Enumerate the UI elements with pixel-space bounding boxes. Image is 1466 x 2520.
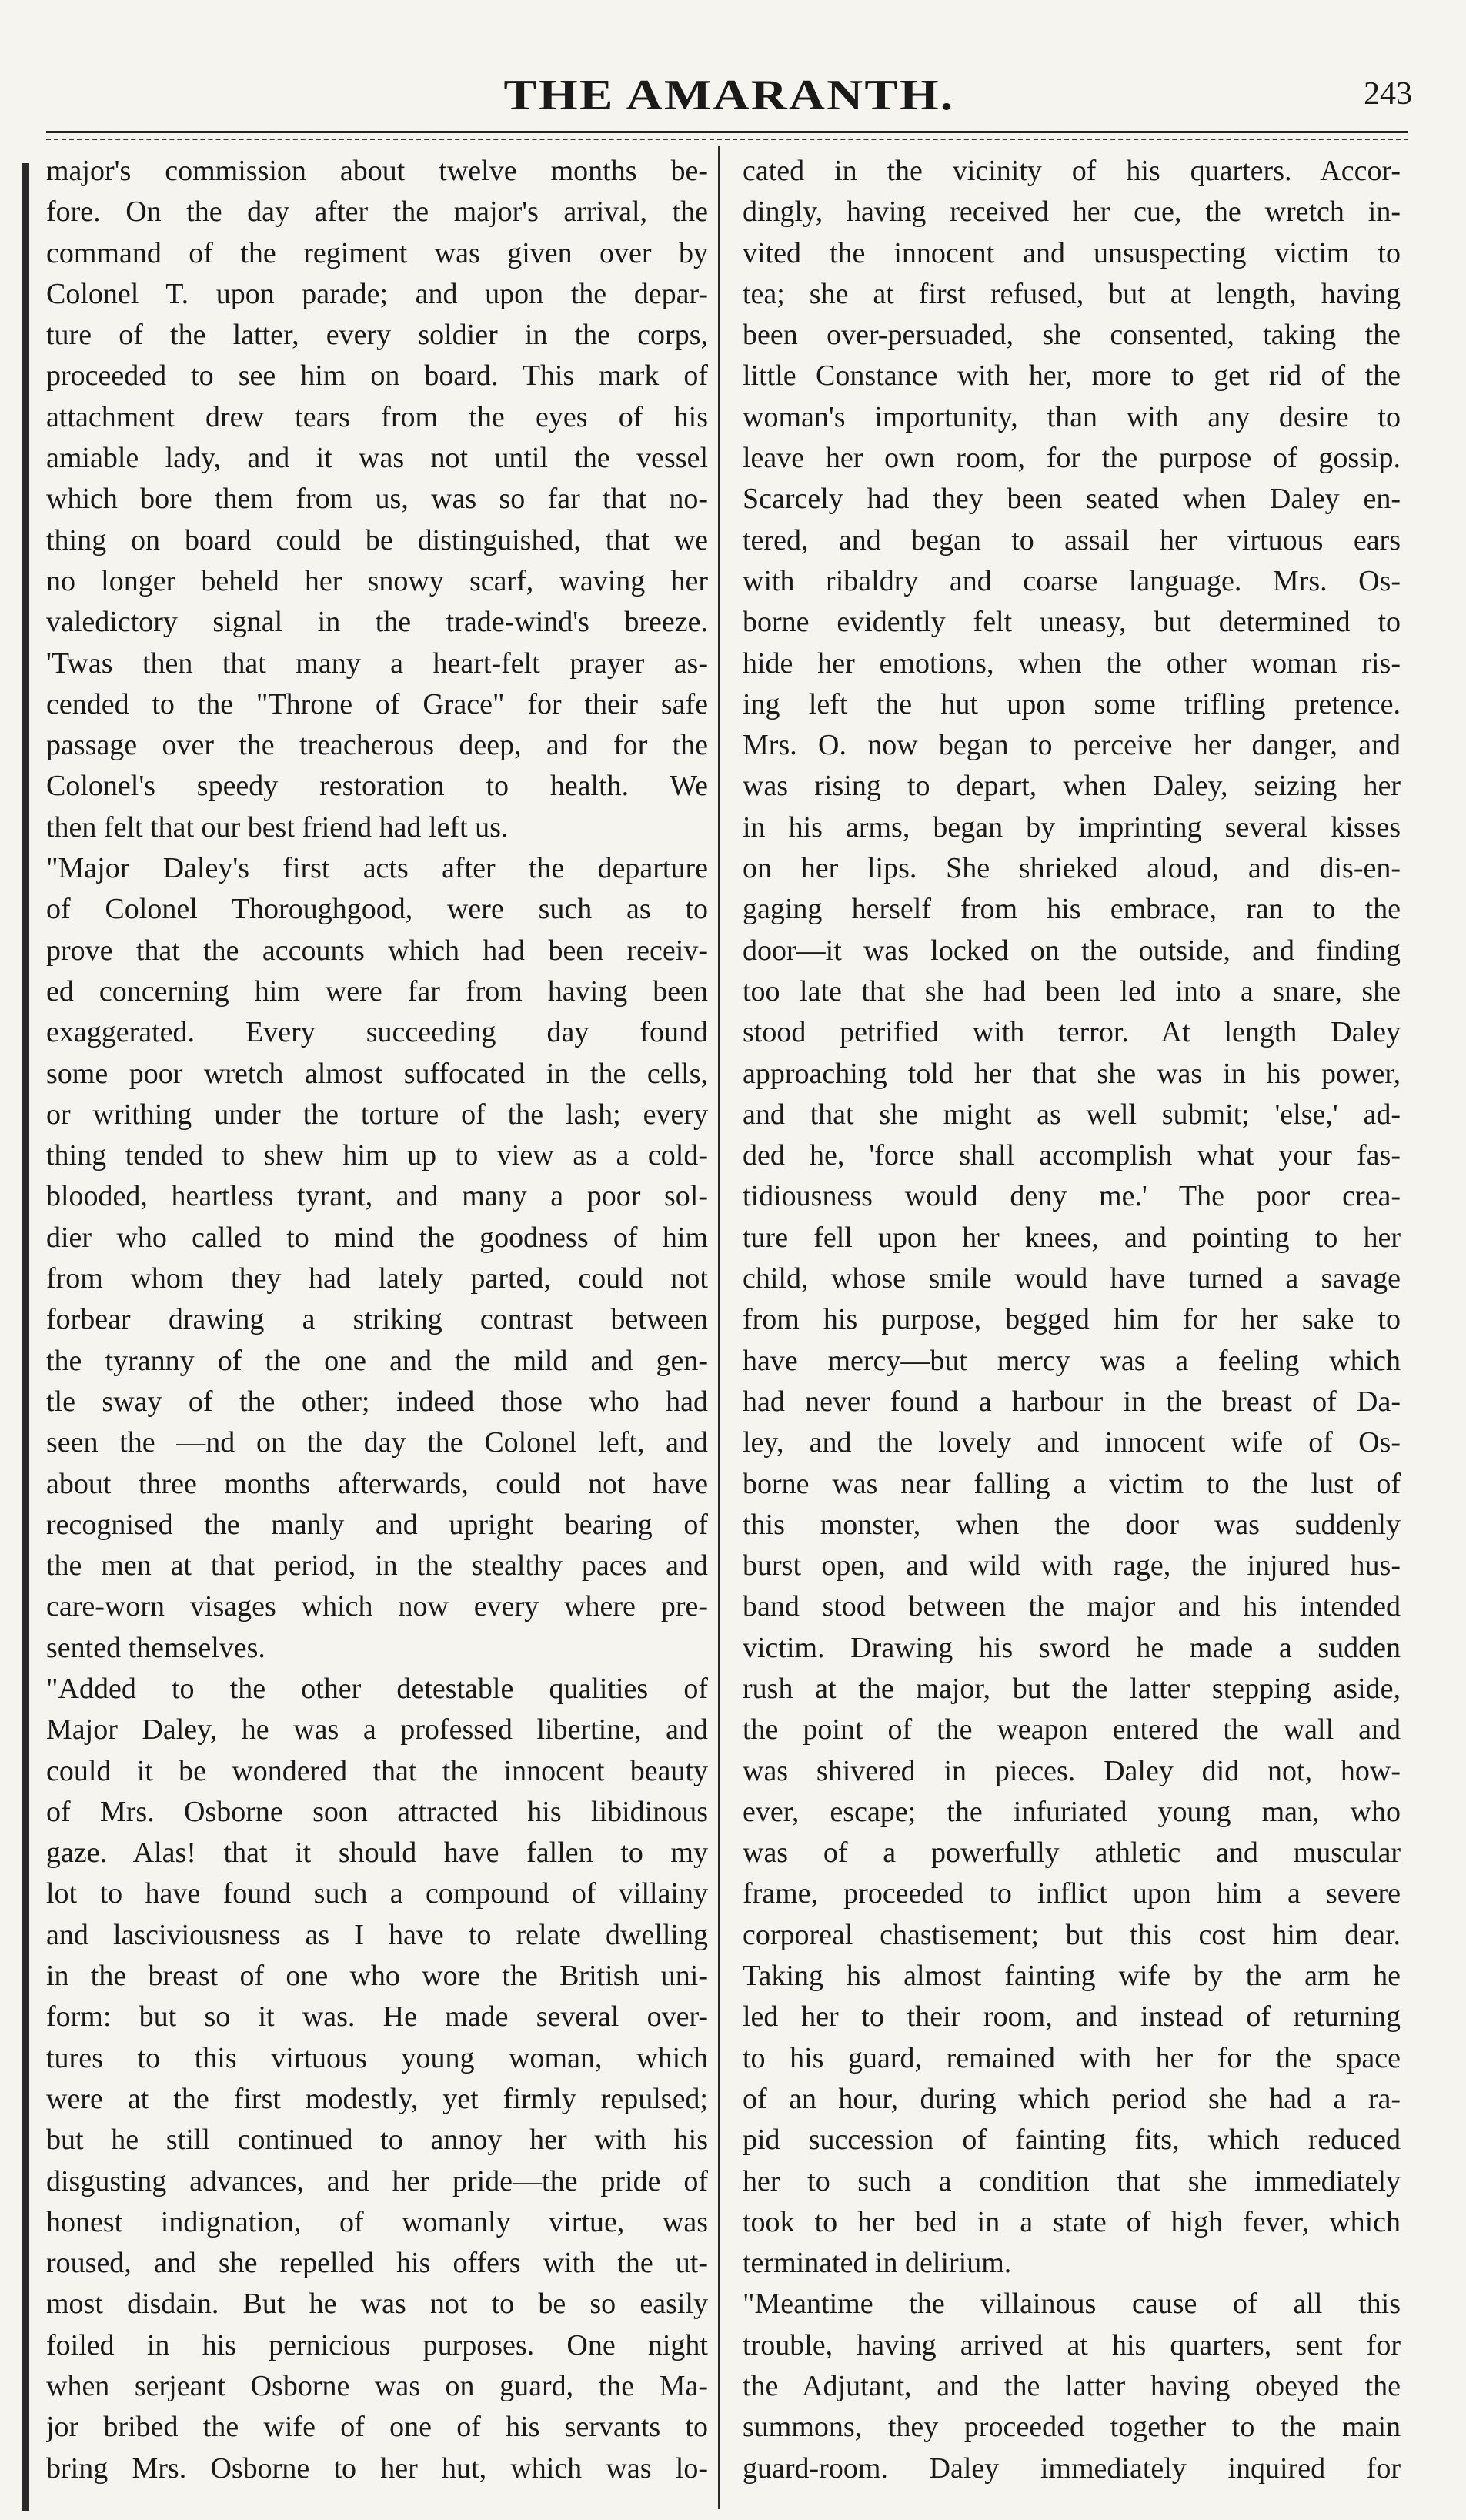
text-line: "Meantime the villainous cause of all this xyxy=(743,2288,1401,2321)
text-line: been over-persuaded, she consented, taking the xyxy=(743,319,1401,352)
text-line: no longer beheld her snowy scarf, waving her xyxy=(46,564,708,597)
text-line: in the breast of one who wore the British uni- xyxy=(46,1960,708,1993)
text-line: cated in the vicinity of his quarters. Accor- xyxy=(743,155,1401,187)
text-line: ded he, 'force shall accomplish what your fas- xyxy=(743,1139,1401,1172)
text-line: child, whose smile would have turned a savage xyxy=(743,1262,1401,1295)
text-line: tidiousness would deny me.' The poor crea- xyxy=(743,1180,1401,1213)
text-line: disgusting advances, and her pride—the pride of xyxy=(46,2164,708,2197)
text-line: Colonel T. upon parade; and upon the depar- xyxy=(46,277,708,310)
text-line: borne evidently felt uneasy, but determined to xyxy=(743,606,1401,639)
text-line: to his guard, remained with her for the space xyxy=(743,2041,1401,2074)
text-line: forbear drawing a striking contrast between xyxy=(46,1303,708,1336)
text-line: sented themselves. xyxy=(46,1631,265,1664)
text-line: amiable lady, and it was not until the vessel xyxy=(46,442,708,475)
text-line: had never found a harbour in the breast of Da- xyxy=(743,1385,1401,1418)
text-line: command of the regiment was given over by xyxy=(46,236,708,269)
text-line: was shivered in pieces. Daley did not, how- xyxy=(743,1754,1401,1787)
text-line: gaze. Alas! that it should have fallen to my xyxy=(46,1837,708,1870)
text-line: which bore them from us, was so far that no- xyxy=(46,483,708,516)
text-line: exaggerated. Every succeeding day found xyxy=(46,1016,708,1049)
text-line: stood petrified with terror. At length Daley xyxy=(743,1016,1401,1049)
page-binding-edge xyxy=(22,163,29,2511)
text-line: little Constance with her, more to get rid of the xyxy=(743,359,1401,393)
text-line: Colonel's speedy restoration to health. We xyxy=(46,770,708,803)
header-rule-dashed xyxy=(46,139,1408,140)
text-line: recognised the manly and upright bearing of xyxy=(46,1508,708,1541)
text-line: too late that she had been led into a snare, she xyxy=(743,974,1401,1008)
text-line: tures to this virtuous young woman, which xyxy=(46,2041,708,2074)
text-line: her to such a condition that she immediately xyxy=(743,2164,1401,2197)
text-line: borne was near falling a victim to the lust of xyxy=(743,1467,1401,1500)
text-line: when serjeant Osborne was on guard, the Ma- xyxy=(46,2370,708,2403)
text-line: major's commission about twelve months be- xyxy=(46,155,708,187)
text-line: 'Twas then that many a heart-felt prayer as- xyxy=(46,647,708,680)
text-line: gaging herself from his embrace, ran to the xyxy=(743,893,1401,926)
text-line: tea; she at first refused, but at length, having xyxy=(743,277,1401,310)
text-line: foiled in his pernicious purposes. One night xyxy=(46,2328,708,2361)
text-line: ture fell upon her knees, and pointing to her xyxy=(743,1221,1401,1254)
text-line: prove that the accounts which had been receiv- xyxy=(46,934,708,967)
text-line: or writhing under the torture of the lash; every xyxy=(46,1098,708,1131)
text-line: was rising to depart, when Daley, seizing her xyxy=(743,770,1401,803)
text-line: have mercy—but mercy was a feeling which xyxy=(743,1344,1401,1377)
text-line: thing tended to shew him up to view as a cold- xyxy=(46,1139,708,1172)
text-line: ley, and the lovely and innocent wife of Os- xyxy=(743,1426,1401,1459)
text-line: most disdain. But he was not to be so easily xyxy=(46,2288,708,2321)
left-column xyxy=(46,151,708,2489)
text-line: some poor wretch almost suffocated in the cells, xyxy=(46,1057,708,1090)
text-line: burst open, and wild with rage, the injured hus- xyxy=(743,1549,1401,1583)
text-line: in his arms, began by imprinting several kisses xyxy=(743,810,1401,844)
text-line: proceeded to see him on board. This mark of xyxy=(46,359,708,393)
text-line: thing on board could be distinguished, that we xyxy=(46,523,708,556)
text-line: band stood between the major and his intended xyxy=(743,1590,1401,1623)
text-line: ever, escape; the infuriated young man, who xyxy=(743,1795,1401,1828)
text-line: and that she might as well submit; 'else,' ad- xyxy=(743,1098,1401,1131)
text-line: corporeal chastisement; but this cost him dear. xyxy=(743,1918,1401,1951)
text-line: the point of the weapon entered the wall and xyxy=(743,1713,1401,1746)
text-line: with ribaldry and coarse language. Mrs. Os- xyxy=(743,564,1401,597)
text-line: door—it was locked on the outside, and finding xyxy=(743,934,1401,967)
text-line: leave her own room, for the purpose of gossip. xyxy=(743,442,1401,475)
text-line: ing left the hut upon some trifling pretence. xyxy=(743,687,1401,720)
text-line: ture of the latter, every soldier in the corps, xyxy=(46,319,708,352)
text-line: valedictory signal in the trade-wind's breeze. xyxy=(46,606,708,639)
page-header xyxy=(46,71,1412,132)
text-line: from whom they had lately parted, could not xyxy=(46,1262,708,1295)
text-line: lot to have found such a compound of villainy xyxy=(46,1877,708,1910)
text-line: of Colonel Thoroughgood, were such as to xyxy=(46,893,708,926)
text-line: jor bribed the wife of one of his servants to xyxy=(46,2411,708,2444)
text-line: Major Daley, he was a professed libertine, and xyxy=(46,1713,708,1746)
text-line: rush at the major, but the latter stepping aside, xyxy=(743,1672,1401,1705)
text-line: the Adjutant, and the latter having obeyed the xyxy=(743,2370,1401,2403)
text-line: seen the —nd on the day the Colonel left, and xyxy=(46,1426,708,1459)
text-line: cended to the "Throne of Grace" for their safe xyxy=(46,687,708,720)
header-rule xyxy=(46,131,1408,133)
text-line: led her to their room, and instead of returning xyxy=(743,2000,1401,2034)
text-line: blooded, heartless tyrant, and many a poor sol- xyxy=(46,1180,708,1213)
text-line: frame, proceeded to inflict upon him a severe xyxy=(743,1877,1401,1910)
text-line: fore. On the day after the major's arrival, the xyxy=(46,196,708,229)
text-line: approaching told her that she was in his power, xyxy=(743,1057,1401,1090)
text-line: bring Mrs. Osborne to her hut, which was lo- xyxy=(46,2451,708,2485)
text-line: this monster, when the door was suddenly xyxy=(743,1508,1401,1541)
text-line: of Mrs. Osborne soon attracted his libidinous xyxy=(46,1795,708,1828)
text-line: care-worn visages which now every where pre- xyxy=(46,1590,708,1623)
right-column xyxy=(743,151,1401,2489)
text-line: pid succession of fainting fits, which reduced xyxy=(743,2124,1401,2157)
text-line: tered, and began to assail her virtuous ears xyxy=(743,523,1401,556)
text-line: summons, they proceeded together to the main xyxy=(743,2411,1401,2444)
text-line: "Added to the other detestable qualities of xyxy=(46,1672,708,1705)
text-line: Scarcely had they been seated when Daley en- xyxy=(743,483,1401,516)
text-line: form: but so it was. He made several over- xyxy=(46,2000,708,2034)
text-line: hide her emotions, when the other woman ris- xyxy=(743,647,1401,680)
text-line: were at the first modestly, yet firmly repulsed; xyxy=(46,2082,708,2115)
page-number: 243 xyxy=(1364,76,1412,112)
text-line: ed concerning him were far from having been xyxy=(46,974,708,1008)
text-line: was of a powerfully athletic and muscular xyxy=(743,1837,1401,1870)
text-line: honest indignation, of womanly virtue, was xyxy=(46,2205,708,2238)
text-line: Mrs. O. now began to perceive her danger, and xyxy=(743,729,1401,762)
text-line: could it be wondered that the innocent beauty xyxy=(46,1754,708,1787)
text-line: victim. Drawing his sword he made a sudden xyxy=(743,1631,1401,1664)
text-line: vited the innocent and unsuspecting victim to xyxy=(743,236,1401,269)
text-line: from his purpose, begged him for her sake to xyxy=(743,1303,1401,1336)
text-line: the men at that period, in the stealthy paces and xyxy=(46,1549,708,1583)
text-line: tle sway of the other; indeed those who had xyxy=(46,1385,708,1418)
text-line: about three months afterwards, could not have xyxy=(46,1467,708,1500)
column-divider xyxy=(718,146,720,2509)
text-line: attachment drew tears from the eyes of his xyxy=(46,400,708,433)
text-line: guard-room. Daley immediately inquired for xyxy=(743,2451,1401,2485)
text-line: then felt that our best friend had left us. xyxy=(46,810,509,844)
text-line: on her lips. She shrieked aloud, and dis-en- xyxy=(743,852,1401,885)
running-title: THE AMARANTH. xyxy=(503,72,955,119)
text-line: trouble, having arrived at his quarters, sent for xyxy=(743,2328,1401,2361)
text-line: dingly, having received her cue, the wretch in- xyxy=(743,196,1401,229)
text-line: passage over the treacherous deep, and for the xyxy=(46,729,708,762)
text-line: the tyranny of the one and the mild and gen- xyxy=(46,1344,708,1377)
text-line: woman's importunity, than with any desire to xyxy=(743,400,1401,433)
text-line: "Major Daley's first acts after the departure xyxy=(46,852,708,885)
text-line: Taking his almost fainting wife by the arm he xyxy=(743,1960,1401,1993)
text-line: roused, and she repelled his offers with the ut- xyxy=(46,2247,708,2280)
text-line: and lasciviousness as I have to relate dwelling xyxy=(46,1918,708,1951)
text-line: dier who called to mind the goodness of him xyxy=(46,1221,708,1254)
text-line: but he still continued to annoy her with his xyxy=(46,2124,708,2157)
text-line: took to her bed in a state of high fever, which xyxy=(743,2205,1401,2238)
text-line: terminated in delirium. xyxy=(743,2247,1012,2280)
text-line: of an hour, during which period she had a ra- xyxy=(743,2082,1401,2115)
